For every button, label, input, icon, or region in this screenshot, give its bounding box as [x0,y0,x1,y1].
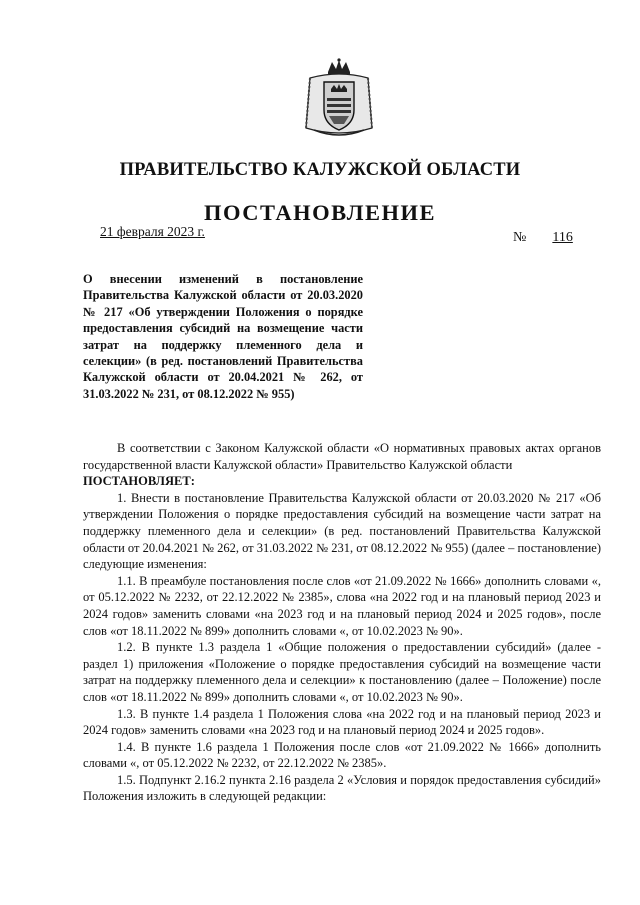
date-value: 21 февраля 2023 г. [100,224,205,239]
document-body [83,440,601,805]
government-title: ПРАВИТЕЛЬСТВО КАЛУЖСКОЙ ОБЛАСТИ [119,160,521,180]
resolves-line: ПОСТАНОВЛЯЕТ: [83,474,195,489]
intro-paragraph: В соответствии с Законом Калужской области «О нормативных правовых актах органов государственной власти Калужской области» Правительство Калужской области [83,441,601,472]
document-date [88,224,205,240]
paragraph-1-3: 1.3. В пункте 1.4 раздела 1 Положения слова «на 2022 год и на плановый период 2023 и 2024 годов» заменить словами «на 2023 год и на плановый период 2024 и 2025 годов». [83,706,601,738]
number-label: № [513,230,527,245]
document-number [513,230,594,246]
coat-of-arms-emblem [300,58,378,140]
document-type-title: ПОСТАНОВЛЕНИЕ [203,200,437,225]
paragraph-1-4: 1.4. В пункте 1.6 раздела 1 Положения после слов «от 21.09.2022 № 1666» дополнить словами «, от 05.12.2022 № 2232, от 22.12.2022 № 2385». [83,739,601,771]
paragraph-1-5: 1.5. Подпункт 2.16.2 пункта 2.16 раздела 2 «Условия и порядок предоставления субсидий» Положения изложить в следующей редакции: [83,772,601,804]
paragraph-1: 1. Внести в постановление Правительства Калужской области от 20.03.2020 № 217 «Об утверждении Положения о порядке предоставления субсидий на возмещение части затрат на поддержку племенного дела и селекции» (в ред. постановлений Правительства Калужской области от 20.04.2021 № 262, от 31.03.2022 № 231, от 08.12.2022 № 955) (далее – постановление) следующие изменения: [83,490,601,572]
document-subject: О внесении изменений в постановление Правительства Калужской области от 20.03.2020 № 217 «Об утверждении Положения о порядке предоставления субсидий на возмещение части затрат на поддержку племенного дела и селекции» (в ред. постановлений Правительства Калужской области от 20.04.2021 № 262, от 31.03.2022 № 231, от 08.12.2022 № 955) [83,272,363,401]
number-value: 116 [552,230,573,245]
paragraph-1-1: 1.1. В преамбуле постановления после слов «от 21.09.2022 № 1666» дополнить словами «, от 05.12.2022 № 2232, от 22.12.2022 № 2385», слова «на 2022 год и на плановый период 2023 и 2024 годов» заменить словами «на 2023 год и на плановый период 2024 и 2025 годов», после слов «от 18.11.2022 № 899» дополнить словами «, от 10.02.2023 № 90». [83,573,601,638]
paragraph-1-2: 1.2. В пункте 1.3 раздела 1 «Общие положения о предоставлении субсидий» (далее - раздел 1) приложения «Положение о порядке предоставления субсидий на возмещение части затрат на поддержку племенного дела и селекции» к постановлению (далее – Положение) после слов «от 18.11.2022 № 899» дополнить словами «, от 10.02.2023 № 90». [83,640,601,704]
